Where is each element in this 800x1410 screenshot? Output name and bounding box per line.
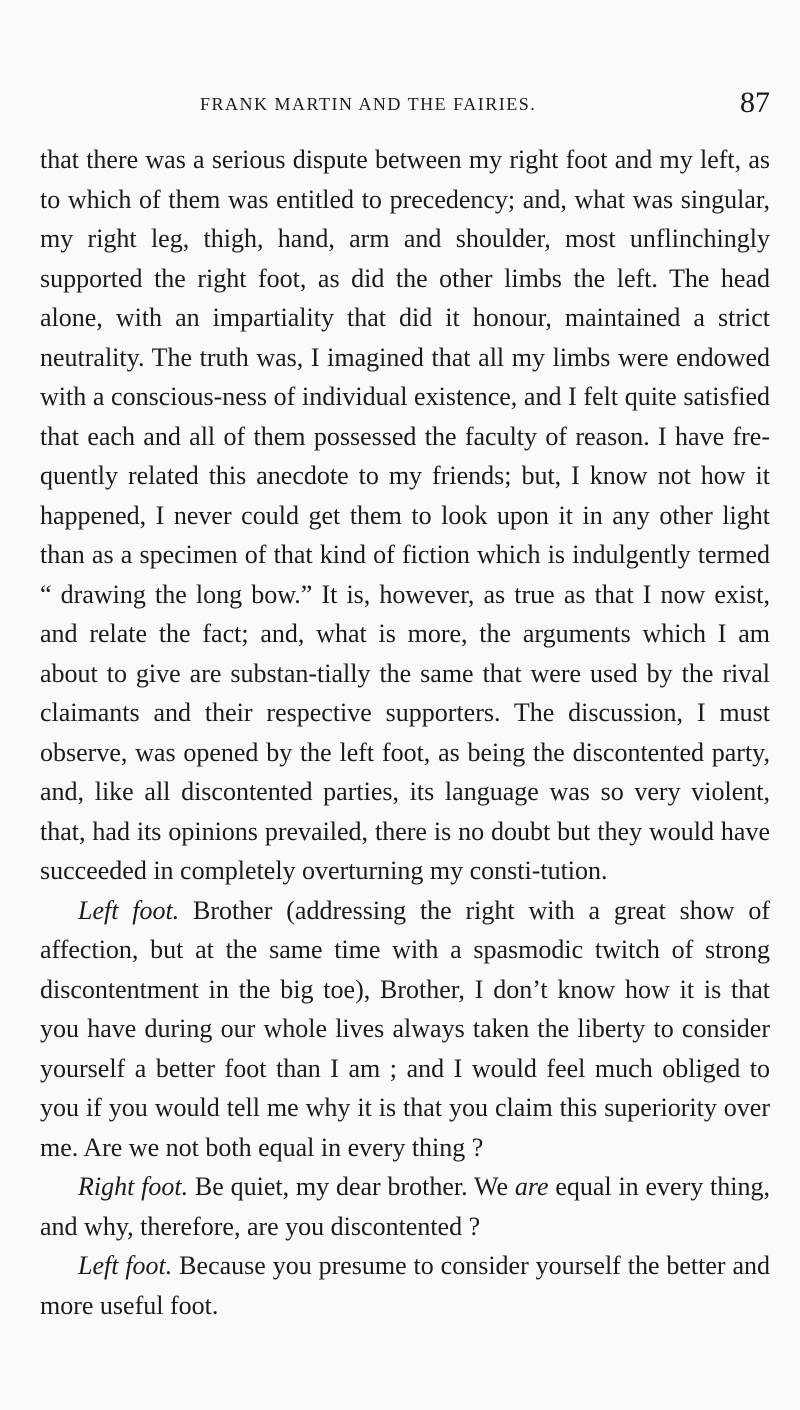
running-title: FRANK MARTIN AND THE FAIRIES.	[200, 94, 537, 114]
speaker-label: Right foot.	[78, 1172, 189, 1201]
book-page	[40, 86, 770, 1325]
paragraph-text-before: Be quiet, my dear brother. We	[188, 1172, 515, 1201]
paragraph-narrative	[40, 140, 770, 891]
paragraph-left-foot-2	[40, 1246, 770, 1325]
paragraph-left-foot-1	[40, 891, 770, 1168]
running-head	[40, 86, 770, 126]
speaker-label: Left foot.	[78, 1251, 173, 1280]
paragraph-text-after: equal in every thing, and why, therefore, are you discontented ?	[40, 1172, 770, 1241]
body-text	[40, 140, 770, 1325]
page-number: 87	[740, 86, 770, 119]
paragraph-text: Because you presume to consider yourself the better and more useful foot.	[40, 1251, 770, 1320]
paragraph-text: Brother (addressing the right with a great show of affection, but at the same time with a spasmodic twitch of strong discontentment in the big toe), Brother, I don’t know how it is that you have during our whole lives always taken the liberty to consider yourself a better foot than I am ; and I would feel much obliged to you if you would tell me why it is that you claim this superiority over me. Are we not both equal in every thing ?	[40, 895, 770, 1162]
paragraph-right-foot	[40, 1167, 770, 1246]
paragraph-text: that there was a serious dispute between my right foot and my left, as to which of them was entitled to precedency; and, what was singular, my right leg, thigh, hand, arm and shoulder, most unflinchingly supported the right foot, as did the other limbs the left. The head alone, with an impartiality that did it honour, maintained a strict neutrality. The truth was, I imagined that all my limbs were endowed with a conscious-ness of individual existence, and I felt quite satisfied that each and all of them possessed the faculty of reason. I have fre-quently related this anecdote to my friends; but, I know not how it happened, I never could get them to look upon it in any other light than as a specimen of that kind of fiction which is indulgently termed “ drawing the long bow.” It is, however, as true as that I now exist, and relate the fact; and, what is more, the arguments which I am about to give are substan-tially the same that were used by the rival claimants and their respective supporters. The discussion, I must observe, was opened by the left foot, as being the discontented party, and, like all discontented parties, its language was so very violent, that, had its opinions prevailed, there is no doubt but they would have succeeded in completely overturning my consti-tution.	[40, 145, 770, 885]
emphasis-text: are	[514, 1172, 549, 1201]
speaker-label: Left foot.	[78, 895, 180, 925]
